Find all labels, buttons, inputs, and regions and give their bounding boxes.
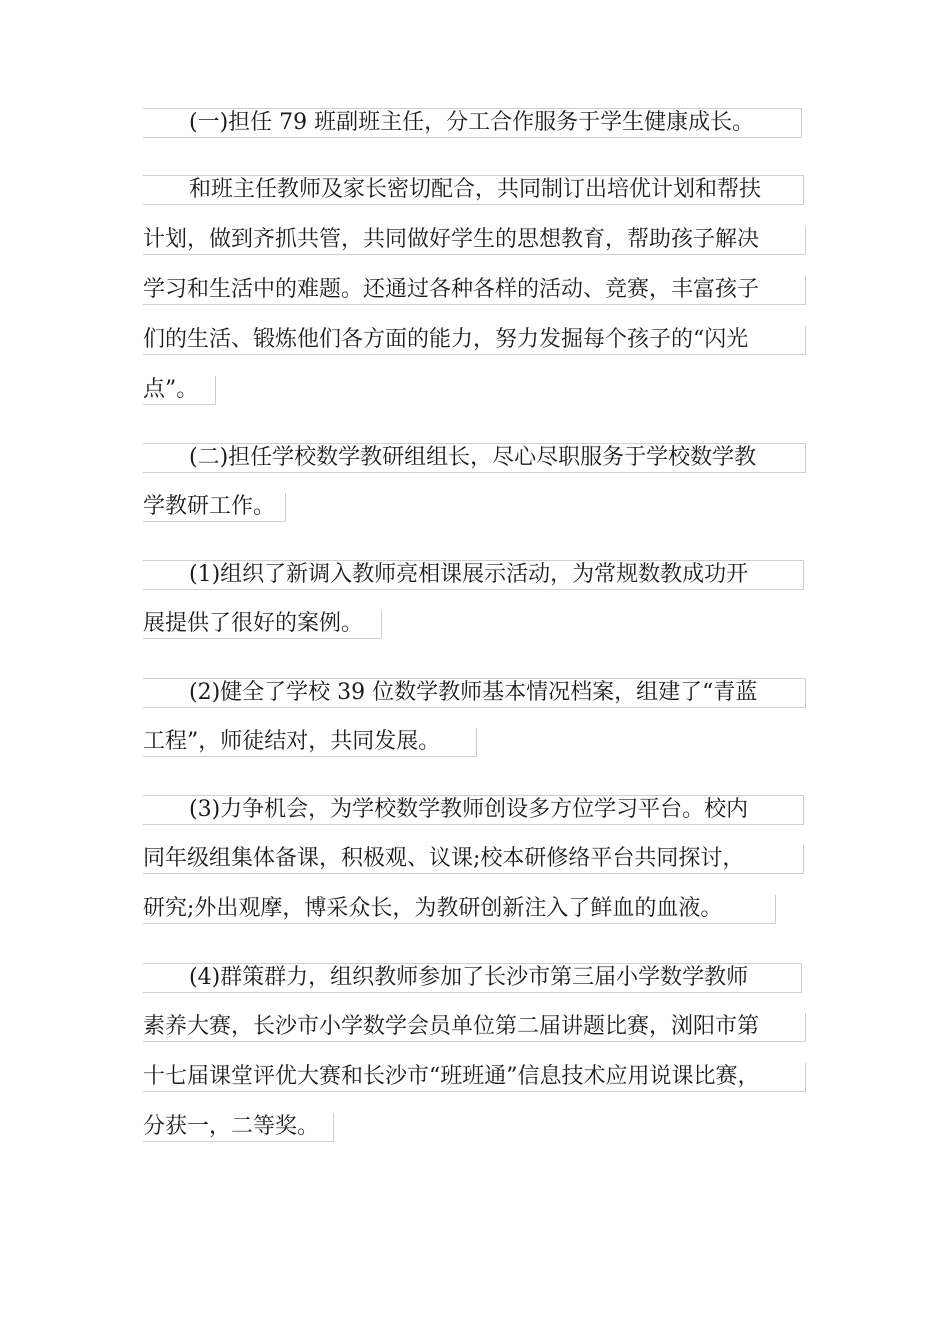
paragraph-2-line-1: 和班主任教师及家长密切配合，共同制订出培优计划和帮扶 [143, 175, 804, 205]
paragraph-1-line-1: (一)担任 79 班副班主任，分工合作服务于学生健康成长。 [143, 108, 802, 138]
paragraph-7-line-3: 十七届课堂评优大赛和长沙市“班班通”信息技术应用说课比赛， [143, 1063, 806, 1092]
paragraph-6-line-1: (3)力争机会，为学校数学教师创设多方位学习平台。校内 [143, 795, 804, 825]
paragraph-7-line-1: (4)群策群力，组织教师参加了长沙市第三届小学数学教师 [143, 963, 802, 993]
paragraph-7-line-2: 素养大赛，长沙市小学数学会员单位第二届讲题比赛，浏阳市第 [143, 1013, 806, 1042]
paragraph-3-line-2: 学教研工作。 [143, 493, 286, 522]
paragraph-3-line-1: (二)担任学校数学教研组组长，尽心尽职服务于学校数学教 [143, 443, 806, 473]
paragraph-7-line-4: 分获一，二等奖。 [143, 1113, 334, 1142]
paragraph-2-line-2: 计划，做到齐抓共管，共同做好学生的思想教育，帮助孩子解决 [143, 226, 806, 255]
paragraph-4-line-1: (1)组织了新调入教师亮相课展示活动，为常规数教成功开 [143, 560, 804, 590]
paragraph-2-line-3: 学习和生活中的难题。还通过各种各样的活动、竞赛，丰富孩子 [143, 276, 806, 305]
paragraph-2-line-4: 们的生活、锻炼他们各方面的能力，努力发掘每个孩子的“闪光 [143, 326, 806, 355]
paragraph-4-line-2: 展提供了很好的案例。 [143, 610, 382, 639]
paragraph-5-line-1: (2)健全了学校 39 位数学教师基本情况档案，组建了“青蓝 [143, 678, 806, 708]
paragraph-5-line-2: 工程”，师徒结对，共同发展。 [143, 728, 477, 757]
paragraph-6-line-2: 同年级组集体备课，积极观、议课;校本研修络平台共同探讨， [143, 845, 804, 874]
paragraph-2-line-5: 点”。 [143, 376, 216, 405]
paragraph-6-line-3: 研究;外出观摩，博采众长，为教研创新注入了鲜血的血液。 [143, 895, 776, 924]
